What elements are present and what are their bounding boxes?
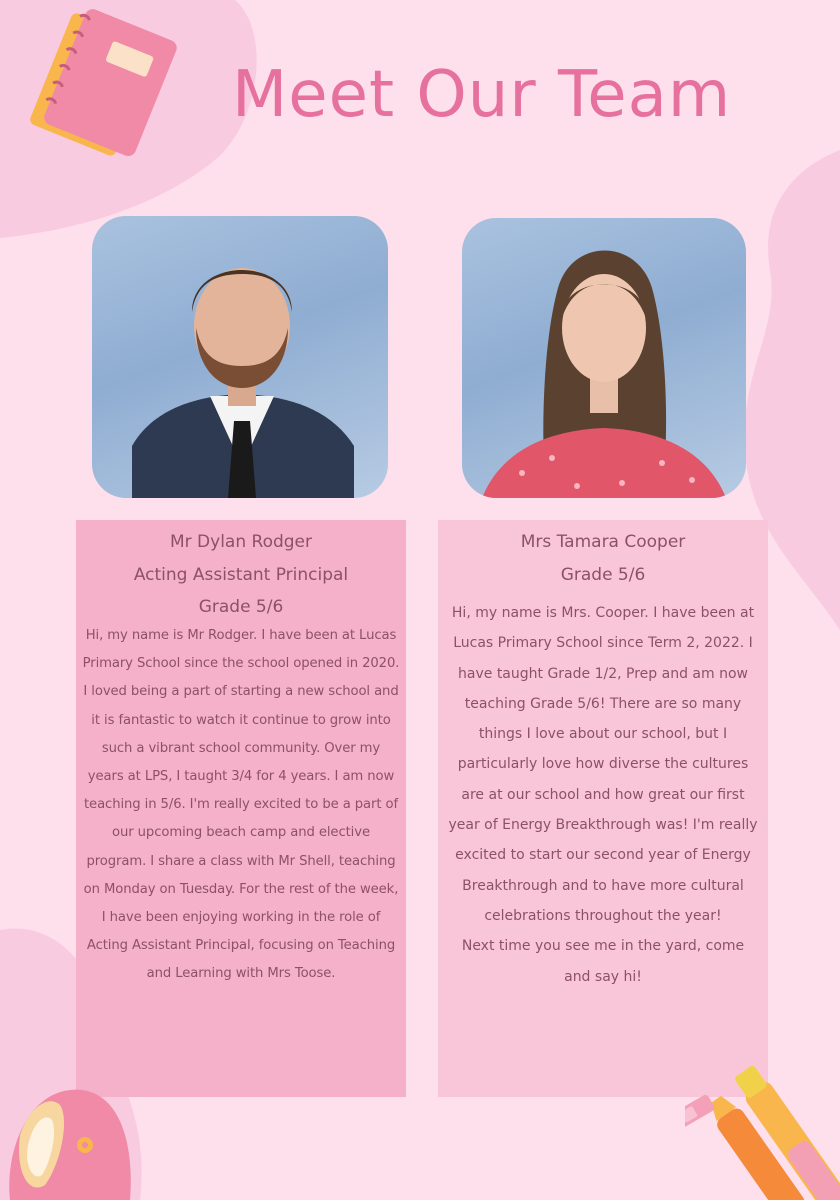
member-role: Acting Assistant Principal bbox=[133, 565, 349, 585]
highlighter-markers-illustration bbox=[685, 1035, 840, 1200]
tape-dispenser-illustration bbox=[0, 1075, 140, 1200]
member-bio: Hi, my name is Mr Rodger. I have been at Lucas Primary School since the school opened in 2020. I loved being a part of starting a new school and it is fantastic to watch it continue to grow into such a vibrant school community. Over my years at LPS, I taught 3/4 for 4 years. I am now teaching in 5/6. I'm really excited to be a part of our upcoming beach camp and elective program. I share a class with Mr Shell, teaching on Monday on Tuesday. For the rest of the week, I have been enjoying working in the role of Acting Assistant Principal, focusing on Teaching and Learning with Mrs Toose. bbox=[82, 628, 400, 982]
member-closing: Next time you see me in the yard, come and say hi! bbox=[461, 938, 745, 985]
notebook-illustration bbox=[8, 0, 188, 180]
photo-dylan-rodger bbox=[92, 216, 388, 498]
member-name: Mrs Tamara Cooper bbox=[520, 532, 686, 552]
member-name: Mr Dylan Rodger bbox=[169, 532, 312, 552]
member-grade: Grade 5/6 bbox=[560, 565, 646, 585]
member-bio: Hi, my name is Mrs. Cooper. I have been at Lucas Primary School since Term 2, 2022. I have taught Grade 1/2, Prep and am now teaching Grade 5/6! There are so many things I love about our school, but I particularly love how diverse the cultures are at our school and how great our first year of Energy Breakthrough was! I'm really excited to start our second year of Energy Breakthrough and to have more cultural celebrations throughout the year! bbox=[448, 605, 758, 924]
photo-tamara-cooper bbox=[462, 218, 746, 498]
page-title: Meet Our Team bbox=[232, 58, 732, 132]
member-grade: Grade 5/6 bbox=[198, 597, 284, 617]
team-card-dylan-rodger bbox=[76, 520, 406, 1097]
team-card-tamara-cooper bbox=[438, 520, 768, 1097]
